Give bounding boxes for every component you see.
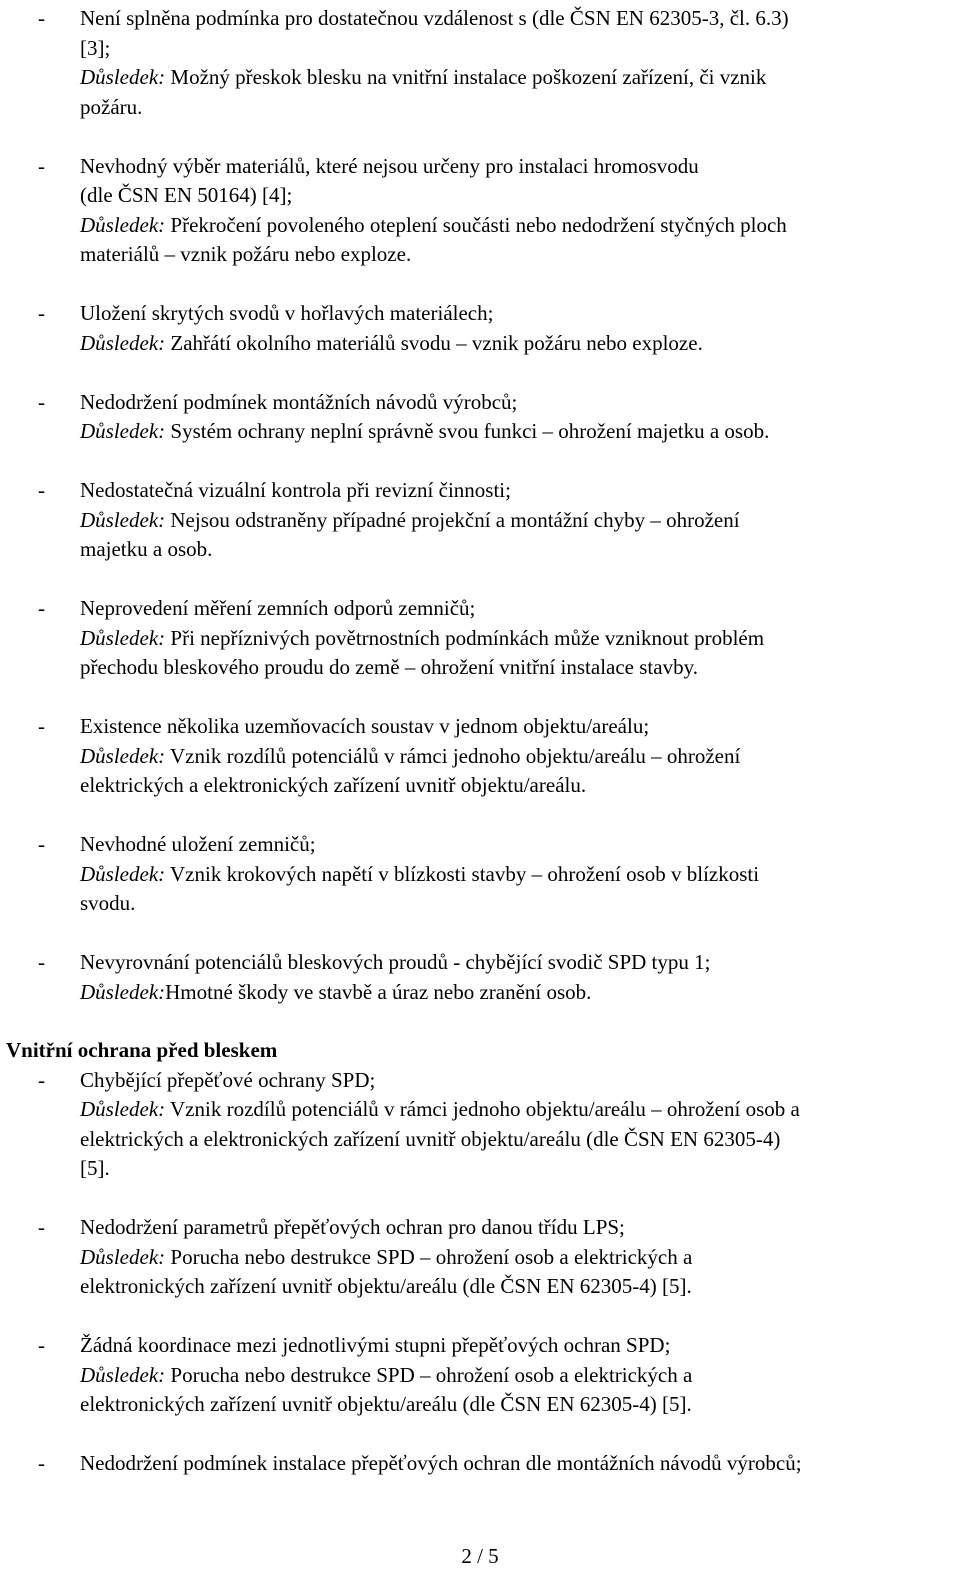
consequence-line: [5]. <box>80 1156 110 1180</box>
consequence-line <box>80 742 960 772</box>
list-bullet: - <box>38 1067 45 1092</box>
consequence-line: majetku a osob. <box>80 537 213 561</box>
consequence-line: materiálů – vznik požáru nebo exploze. <box>80 242 412 266</box>
list-item <box>0 712 960 801</box>
consequence-text: Možný přeskok blesku na vnitřní instalace poškození zařízení, či vznik <box>165 65 767 89</box>
consequence-text: Hmotné škody ve stavbě a úraz nebo zranění osob. <box>165 979 592 1004</box>
list-bullet: - <box>38 478 45 502</box>
risk-list-external <box>0 4 960 1007</box>
item-text-line: Nedostatečná vizuální kontrola při revizní činnosti; <box>80 478 511 502</box>
consequence-text: Překročení povoleného oteplení součásti nebo nedodržení styčných ploch <box>165 212 787 237</box>
item-text-line: Chybějící přepěťové ochrany SPD; <box>80 1067 376 1092</box>
item-text-line: Není splněna podmínka pro dostatečnou vzdálenost s (dle ČSN EN 62305-3, čl. 6.3) <box>80 6 789 30</box>
list-bullet: - <box>38 1333 45 1357</box>
consequence-label: Důsledek: <box>80 507 166 532</box>
consequence-line: elektrických a elektronických zařízení uvnitř objektu/areálu. <box>80 773 587 797</box>
item-text-line: Nedodržení parametrů přepěťových ochran pro danou třídu LPS; <box>80 1215 625 1239</box>
consequence-line <box>80 211 960 241</box>
consequence-label: Důsledek: <box>80 65 166 89</box>
page-number: 2 / 5 <box>461 1544 499 1568</box>
list-item <box>0 948 960 1007</box>
item-text-line: Nevhodný výběr materiálů, které nejsou určeny pro instalaci hromosvodu <box>80 153 699 178</box>
list-item <box>0 4 960 122</box>
consequence-line <box>80 1361 960 1391</box>
consequence-label: Důsledek: <box>80 1244 166 1269</box>
list-bullet: - <box>38 832 45 856</box>
consequence-text: Porucha nebo destrukce SPD – ohrožení osob a elektrických a <box>165 1362 693 1387</box>
consequence-label: Důsledek: <box>80 861 166 886</box>
consequence-line <box>80 1095 960 1125</box>
item-text-line: Neprovedení měření zemních odporů zemničů; <box>80 596 476 620</box>
item-text-line: [3]; <box>80 35 111 60</box>
list-bullet: - <box>38 1451 45 1475</box>
item-text-line: Nevhodné uložení zemničů; <box>80 832 316 856</box>
list-bullet: - <box>38 389 45 414</box>
list-bullet: - <box>38 714 45 738</box>
item-text-line: Nevyrovnání potenciálů bleskových proudů - chybějící svodič SPD typu 1; <box>80 950 711 974</box>
consequence-line <box>80 506 960 536</box>
item-text-line: Existence několika uzemňovacích soustav v jednom objektu/areálu; <box>80 714 650 738</box>
list-item <box>0 1449 960 1479</box>
consequence-line <box>80 1243 960 1273</box>
item-text-line: Nedodržení podmínek montážních návodů výrobců; <box>80 389 518 414</box>
risk-list-internal <box>0 1066 960 1479</box>
list-bullet: - <box>38 596 45 620</box>
list-bullet: - <box>38 301 45 325</box>
item-text-line: Nedodržení podmínek instalace přepěťových ochran dle montážních návodů výrobců; <box>80 1451 802 1475</box>
item-text-line: Žádná koordinace mezi jednotlivými stupni přepěťových ochran SPD; <box>80 1333 671 1357</box>
list-item <box>0 152 960 270</box>
consequence-label: Důsledek: <box>80 743 166 768</box>
consequence-line <box>80 63 960 93</box>
consequence-label: Důsledek: <box>80 419 166 443</box>
consequence-line <box>80 329 960 359</box>
consequence-line: přechodu bleskového proudu do země – ohrožení vnitřní instalace stavby. <box>80 655 698 679</box>
list-bullet: - <box>38 6 45 30</box>
consequence-label: Důsledek: <box>80 330 166 355</box>
section-heading: Vnitřní ochrana před bleskem <box>6 1038 278 1062</box>
consequence-text: Nejsou odstraněny případné projekční a montážní chyby – ohrožení <box>165 507 740 532</box>
list-bullet: - <box>38 153 45 178</box>
consequence-text: Vznik rozdílů potenciálů v rámci jednoho objektu/areálu – ohrožení <box>165 743 741 768</box>
list-item <box>0 1066 960 1184</box>
consequence-label: Důsledek: <box>80 1097 166 1121</box>
consequence-text: Při nepříznivých povětrnostních podmínkách může vzniknout problém <box>165 625 765 650</box>
consequence-text: Porucha nebo destrukce SPD – ohrožení osob a elektrických a <box>165 1244 693 1269</box>
consequence-label: Důsledek: <box>80 979 166 1004</box>
item-text-line: Uložení skrytých svodů v hořlavých materiálech; <box>80 301 494 325</box>
consequence-line <box>80 417 960 447</box>
list-item <box>0 830 960 919</box>
consequence-line: svodu. <box>80 891 136 915</box>
consequence-label: Důsledek: <box>80 212 166 237</box>
consequence-text: Zahřátí okolního materiálů svodu – vznik požáru nebo exploze. <box>165 330 703 355</box>
consequence-label: Důsledek: <box>80 625 166 650</box>
list-item <box>0 388 960 447</box>
consequence-line: požáru. <box>80 94 143 119</box>
list-item <box>0 1331 960 1420</box>
consequence-line: elektrických a elektronických zařízení uvnitř objektu/areálu (dle ČSN EN 62305-4) <box>80 1126 781 1151</box>
item-text-line: (dle ČSN EN 50164) [4]; <box>80 183 293 207</box>
list-item <box>0 299 960 358</box>
consequence-text: Vznik krokových napětí v blízkosti stavby – ohrožení osob v blízkosti <box>165 861 760 886</box>
list-item <box>0 476 960 565</box>
consequence-text: Vznik rozdílů potenciálů v rámci jednoho objektu/areálu – ohrožení osob a <box>165 1097 800 1121</box>
consequence-line <box>80 624 960 654</box>
consequence-line: elektronických zařízení uvnitř objektu/areálu (dle ČSN EN 62305-4) [5]. <box>80 1392 692 1416</box>
consequence-line <box>80 978 960 1008</box>
consequence-label: Důsledek: <box>80 1362 166 1387</box>
list-bullet: - <box>38 1215 45 1239</box>
list-item <box>0 594 960 683</box>
consequence-text: Systém ochrany neplní správně svou funkci – ohrožení majetku a osob. <box>165 419 770 443</box>
list-item <box>0 1213 960 1302</box>
consequence-line: elektronických zařízení uvnitř objektu/areálu (dle ČSN EN 62305-4) [5]. <box>80 1274 692 1298</box>
consequence-line <box>80 860 960 890</box>
list-bullet: - <box>38 950 45 974</box>
